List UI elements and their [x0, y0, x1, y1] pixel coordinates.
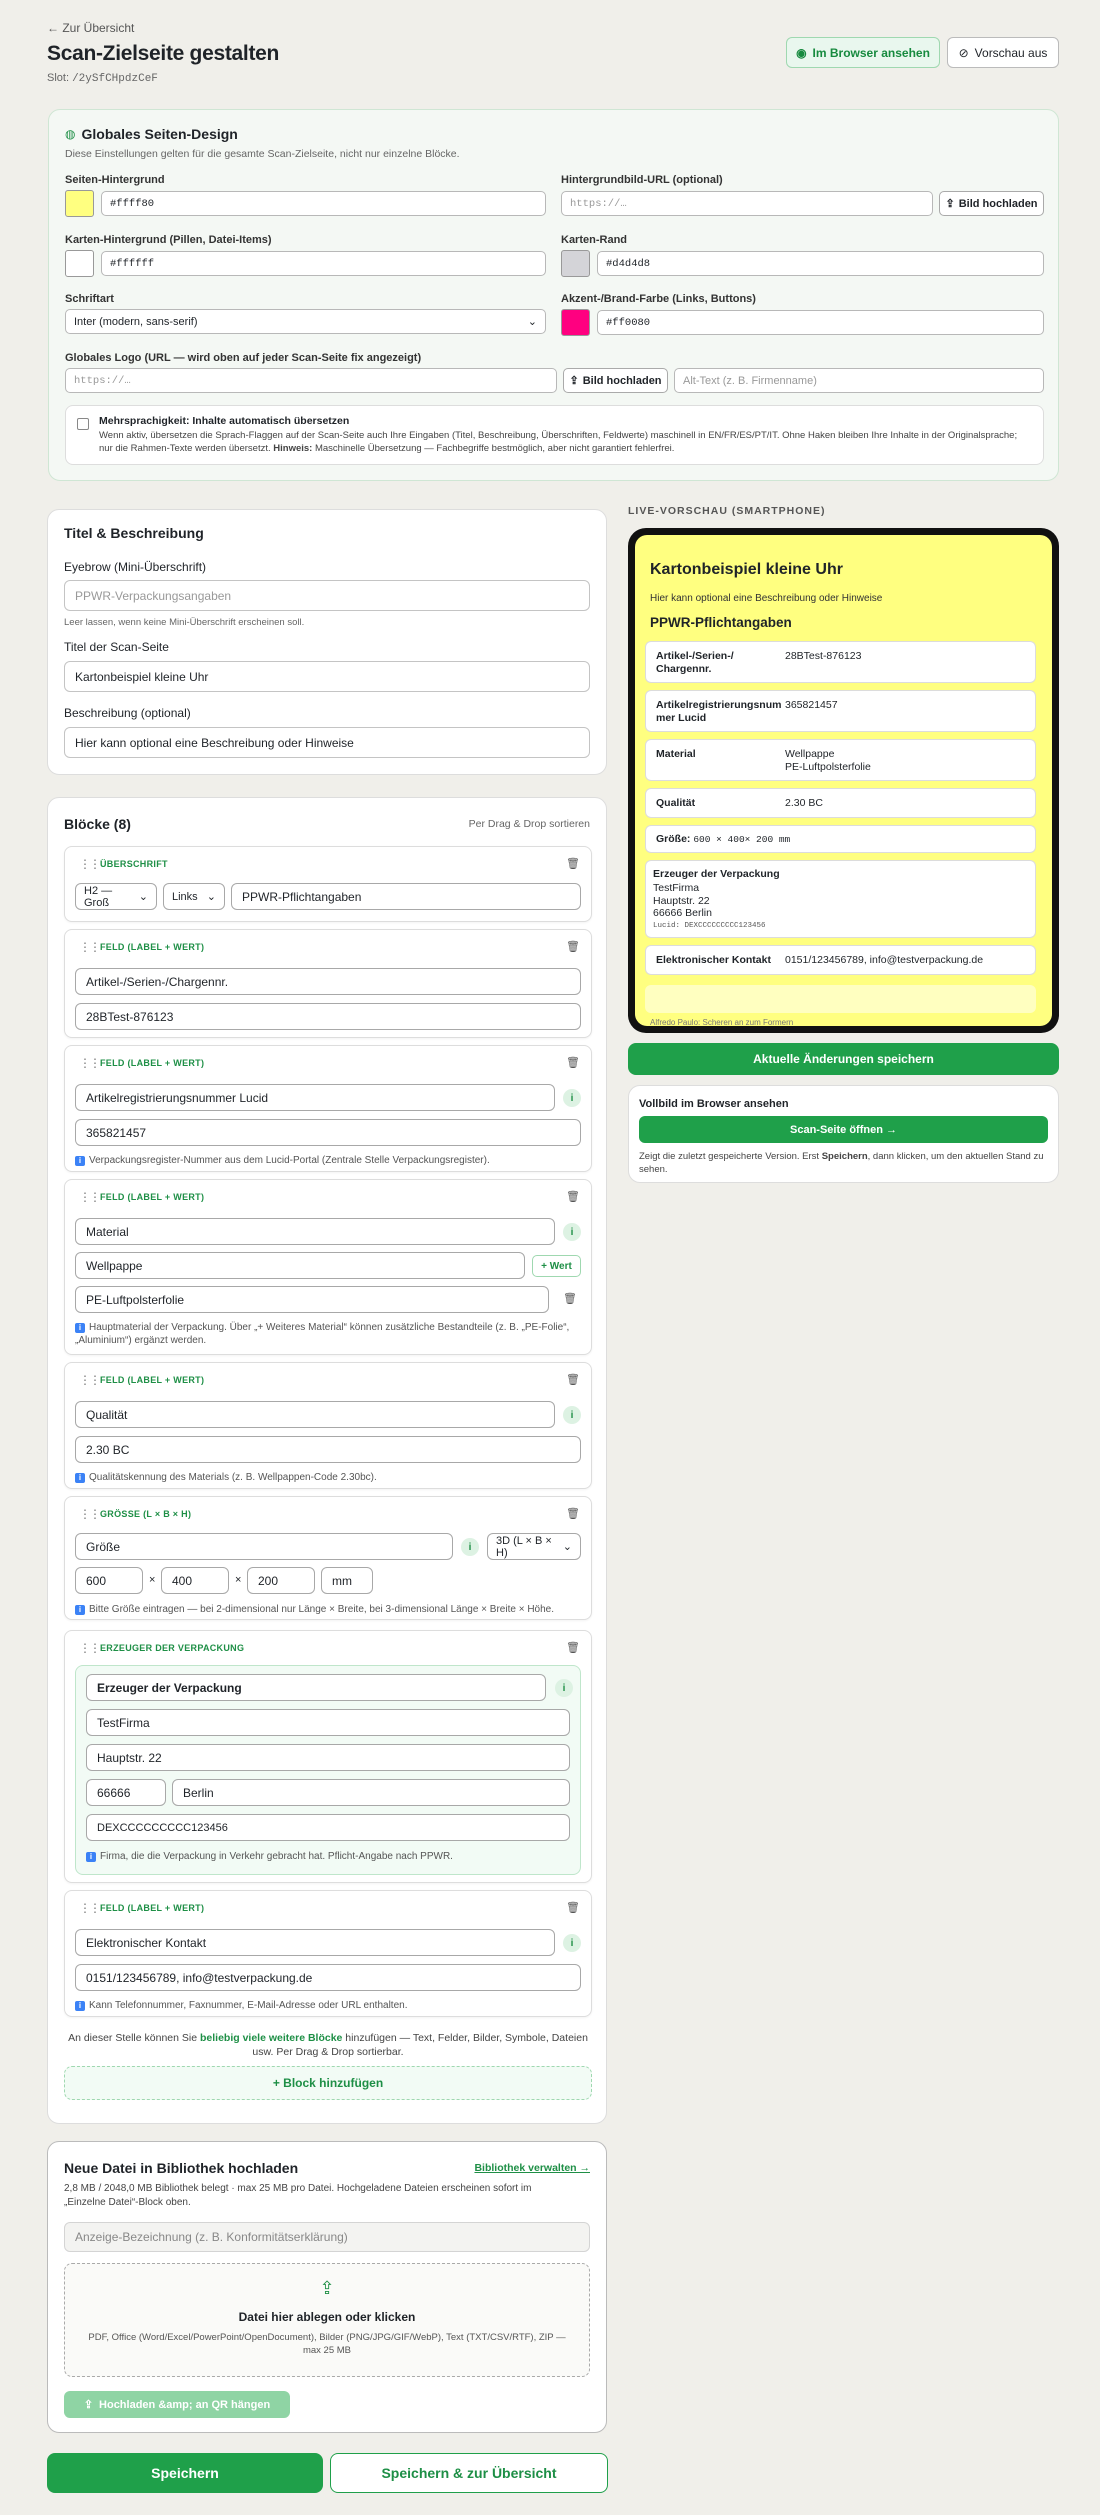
size-mode-value: 3D (L × B × H) [496, 1534, 552, 1559]
preview-row-label: Qualität [656, 797, 696, 809]
multilang-desc-a: nur die Rahmen-Texte werden übersetzt. [99, 443, 274, 454]
block-heading [64, 846, 592, 922]
upload-card [47, 2141, 607, 2433]
producer-city-input[interactable]: Berlin [172, 1779, 570, 1806]
block-type-tag: ÜBERSCHRIFT [100, 859, 168, 869]
blocks-footer-note [64, 2031, 592, 2059]
preview-row-value: 365821457 [785, 699, 838, 711]
card-bg-label: Karten-Hintergrund (Pillen, Datei-Items) [65, 234, 272, 246]
bg-image-upload-button[interactable] [939, 191, 1044, 216]
dropzone-types [65, 2331, 589, 2357]
title-description-card [47, 509, 607, 775]
multilang-title: Mehrsprachigkeit: Inhalte automatisch übersetzen [99, 415, 350, 427]
preview-producer-street: Hauptstr. 22 [653, 894, 710, 907]
footer-note-b: beliebig viele weitere Blöcke [199, 2032, 343, 2044]
chevron-down-icon: ⌄ [138, 891, 148, 903]
block-field [64, 1045, 592, 1172]
field-hint-text: Firma, die die Verpackung in Verkehr gebracht hat. Pflicht-Angabe nach PPWR. [100, 1851, 453, 1862]
preview-row1-label-b: Chargennr. [656, 663, 712, 675]
preview-producer-city: 66666 Berlin [653, 907, 712, 919]
field-label-input[interactable]: Qualität [75, 1401, 555, 1428]
multilang-checkbox[interactable] [77, 418, 89, 430]
block-type-tag: ERZEUGER DER VERPACKUNG [100, 1643, 245, 1653]
chevron-down-icon: ⌄ [527, 316, 537, 328]
heading-align-value: Links [172, 890, 198, 903]
multilang-desc-line1: Wenn aktiv, übersetzen die Sprach-Flaggen auf der Scan-Seite auch Ihre Eingaben (Titel, Beschreibung, Überschriften, Feldwerte) maschinell in EN/FR/ES/PT/IT. Ohne Haken bleiben Ihre Inhalte in der Originalsprache; [99, 430, 1018, 441]
preview-row2-label-b: mer Lucid [656, 712, 707, 724]
block-producer [64, 1630, 592, 1883]
drag-handle-icon[interactable]: ⋮⋮ [79, 857, 99, 871]
preview-row [645, 739, 1036, 781]
info-square-icon: i [75, 1156, 85, 1166]
upload-icon: ⇪ [945, 198, 955, 210]
live-preview-label: LIVE-VORSCHAU (SMARTPHONE) [628, 505, 826, 517]
preview-row [645, 690, 1036, 732]
block-type-tag: FELD (LABEL + WERT) [100, 1058, 205, 1068]
dropzone-types-2: max 25 MB [302, 2345, 352, 2356]
producer-street-input[interactable]: Hauptstr. 22 [86, 1744, 570, 1771]
block-type-tag: GRÖSSE (L × B × H) [100, 1509, 192, 1519]
card-bg-input[interactable]: #ffffff [101, 251, 546, 276]
preview-row-value: 2.30 BC [785, 797, 823, 809]
info-square-icon: i [75, 2001, 85, 2011]
producer-zip-input[interactable]: 66666 [86, 1779, 166, 1806]
field-hint-text: Kann Telefonnummer, Faxnummer, E-Mail-Adresse oder URL enthalten. [89, 2000, 408, 2011]
upload-icon: ⇪ [569, 375, 579, 387]
global-design-title: Globales Seiten-Design [81, 126, 238, 142]
global-design-header [65, 126, 238, 142]
logo-url-input[interactable]: https://… [65, 368, 557, 393]
field-hint-text: Verpackungsregister-Nummer aus dem Lucid-Portal (Zentrale Stelle Verpackungsregister). [89, 1155, 490, 1166]
field-hint [75, 1603, 554, 1616]
preview-size-value: 600 × 400× 200 mm [693, 834, 791, 845]
producer-fields [75, 1665, 581, 1875]
size-length-input[interactable]: 600 [75, 1567, 143, 1594]
accent-label: Akzent-/Brand-Farbe (Links, Buttons) [561, 293, 756, 305]
field-hint [75, 1999, 408, 2012]
size-width-input[interactable]: 400 [161, 1567, 229, 1594]
upload-attach-label: Hochladen &amp; an QR hängen [99, 2398, 271, 2411]
field-label-input[interactable]: Elektronischer Kontakt [75, 1929, 555, 1956]
phone-preview [628, 528, 1059, 1033]
manage-library-link[interactable]: Bibliothek verwalten → [474, 2162, 590, 2174]
preview-row1-label-a: Artikel-/Serien-/ [656, 650, 734, 662]
field-hint [75, 1471, 377, 1484]
preview-material-1: Wellpappe [785, 748, 835, 760]
block-field [64, 1179, 592, 1355]
field-value-input[interactable]: 0151/123456789, info@testverpackung.de [75, 1964, 581, 1991]
field-hint-line1: Hauptmaterial der Verpackung. Über „+ Weiteres Material“ können zusätzliche Bestandteile (z. B. „PE-Folie“, [89, 1322, 570, 1333]
upload-title: Neue Datei in Bibliothek hochladen [64, 2160, 299, 2176]
eyebrow-hint: Leer lassen, wenn keine Mini-Überschrift erscheinen soll. [64, 617, 305, 628]
drag-handle-icon[interactable]: ⋮⋮ [79, 1056, 99, 1070]
multiply-sign: × [235, 1574, 242, 1586]
page-title-input[interactable]: Kartonbeispiel kleine Uhr [64, 661, 590, 692]
logo-upload-button[interactable] [563, 368, 668, 393]
block-field [64, 1890, 592, 2017]
logo-label: Globales Logo (URL — wird oben auf jeder Scan-Seite fix angezeigt) [65, 352, 422, 364]
preview-row-value: 28BTest-876123 [785, 650, 862, 662]
footer-note-c: hinzufügen — Text, Felder, Bilder, Symbole, Dateien [342, 2032, 588, 2044]
field-value-input[interactable]: 28BTest-876123 [75, 1003, 581, 1030]
block-type-tag: FELD (LABEL + WERT) [100, 1192, 205, 1202]
drag-handle-icon[interactable]: ⋮⋮ [79, 1373, 99, 1387]
preview-toggle-button[interactable] [947, 37, 1059, 68]
info-square-icon: i [75, 1473, 85, 1483]
preview-row-value: 0151/123456789, info@testverpackung.de [785, 954, 984, 966]
block-type-tag: FELD (LABEL + WERT) [100, 942, 205, 952]
block-type-tag: FELD (LABEL + WERT) [100, 1903, 205, 1913]
title-card-heading: Titel & Beschreibung [64, 525, 204, 541]
dropzone-types-1: PDF, Office (Word/Excel/PowerPoint/OpenDocument), Bilder (PNG/JPG/GIF/WebP), Text (TXT/CSV/RTF), ZIP — [88, 2332, 566, 2343]
preview-row2-label-a: Artikelregistrierungsnum [656, 699, 782, 711]
multilang-hint-label: Hinweis: [273, 443, 313, 454]
field-label-input[interactable]: Artikel-/Serien-/Chargennr. [75, 968, 581, 995]
heading-align-select[interactable] [163, 883, 225, 910]
trash-icon[interactable]: 🗑 [566, 941, 580, 953]
preview-row [645, 945, 1036, 975]
info-square-icon: i [75, 1323, 85, 1333]
drag-handle-icon[interactable]: ⋮⋮ [79, 1507, 99, 1521]
trash-icon[interactable]: 🗑 [566, 1191, 580, 1203]
footer-note-d: usw. Per Drag & Drop sortierbar. [252, 2046, 404, 2058]
description-label: Beschreibung (optional) [64, 706, 191, 720]
card-bg-swatch[interactable] [65, 250, 94, 277]
add-block-button[interactable]: + Block hinzufügen [64, 2066, 592, 2100]
file-dropzone[interactable] [64, 2263, 590, 2377]
block-field [64, 929, 592, 1038]
preview-producer-lucid: Lucid: DEXCCCCCCCCC123456 [653, 922, 766, 930]
display-name-input[interactable]: Anzeige-Bezeichnung (z. B. Konformitätserklärung) [64, 2222, 590, 2252]
field-label-input[interactable]: Material [75, 1218, 555, 1245]
drag-handle-icon[interactable]: ⋮⋮ [79, 940, 99, 954]
bg-image-url-input[interactable]: https://… [561, 191, 933, 216]
size-label-input[interactable]: Größe [75, 1533, 453, 1560]
bg-image-upload-label: Bild hochladen [958, 197, 1038, 210]
chevron-down-icon: ⌄ [562, 1541, 572, 1553]
upload-info-2: „Einzelne Datei“-Block oben. [64, 2197, 191, 2208]
description-input[interactable]: Hier kann optional eine Beschreibung oder Hinweise [64, 727, 590, 758]
font-select-value: Inter (modern, sans-serif) [74, 315, 198, 328]
card-border-input[interactable]: #d4d4d8 [597, 251, 1044, 276]
drag-handle-icon[interactable]: ⋮⋮ [79, 1190, 99, 1204]
size-mode-select[interactable] [487, 1533, 581, 1560]
producer-company-input[interactable]: TestFirma [86, 1709, 570, 1736]
field-value-input[interactable]: 2.30 BC [75, 1436, 581, 1463]
preview-producer [645, 860, 1036, 938]
preview-size [656, 833, 790, 845]
preview-desc: Hier kann optional eine Beschreibung oder Hinweise [650, 593, 883, 604]
save-and-back-button[interactable]: Speichern & zur Übersicht [330, 2453, 608, 2493]
preview-next-card [645, 985, 1036, 1013]
view-in-browser-button[interactable] [786, 37, 940, 68]
logo-alt-input[interactable]: Alt-Text (z. B. Firmenname) [674, 368, 1044, 393]
trash-icon[interactable]: 🗑 [566, 858, 580, 870]
trash-icon[interactable]: 🗑 [566, 1508, 580, 1520]
multilang-desc-line2 [99, 443, 1039, 454]
fullscreen-note-b: Speichern [821, 1151, 868, 1162]
info-square-icon: i [86, 1852, 96, 1862]
upload-info-1: 2,8 MB / 2048,0 MB Bibliothek belegt · max 25 MB pro Datei. Hochgeladene Dateien erscheinen sofort im [64, 2183, 532, 2194]
upload-info [64, 2182, 531, 2210]
preview-producer-address [653, 882, 712, 920]
info-icon[interactable]: i [461, 1538, 479, 1556]
eye-off-icon: ⊘ [958, 45, 969, 60]
phone-screen [635, 535, 1052, 1026]
global-design-card [48, 109, 1059, 481]
blocks-sort-hint: Per Drag & Drop sortieren [468, 818, 590, 830]
accent-input[interactable]: #ff0080 [597, 310, 1044, 335]
info-icon[interactable]: i [563, 1406, 581, 1424]
heading-size-select[interactable] [75, 883, 157, 910]
field-hint-text: Qualitätskennung des Materials (z. B. Wellpappen-Code 2.30bc). [89, 1472, 377, 1483]
blocks-title: Blöcke (8) [64, 816, 131, 832]
block-size [64, 1496, 592, 1620]
palette-icon: ◍ [65, 127, 76, 141]
info-icon[interactable]: i [563, 1223, 581, 1241]
trash-icon[interactable]: 🗑 [563, 1293, 577, 1305]
upload-icon: ⇪ [83, 2399, 94, 2411]
save-button[interactable]: Speichern [47, 2453, 323, 2493]
producer-label-input[interactable]: Erzeuger der Verpackung [86, 1674, 546, 1701]
preview-heading: PPWR-Pflichtangaben [650, 615, 792, 630]
page-bg-input[interactable]: #ffff80 [101, 191, 546, 216]
heading-text-input[interactable]: PPWR-Pflichtangaben [231, 883, 581, 910]
preview-row [645, 788, 1036, 818]
preview-size-row [645, 825, 1036, 853]
multilang-desc-b: Maschinelle Übersetzung — Fachbegriffe bestmöglich, aber nicht garantiert fehlerfrei. [312, 443, 675, 454]
preview-row-label: Elektronischer Kontakt [656, 954, 771, 966]
drag-handle-icon[interactable]: ⋮⋮ [79, 1901, 99, 1915]
page-title: Scan-Zielseite gestalten [47, 42, 280, 65]
field-hint [75, 1321, 569, 1347]
trash-icon[interactable]: 🗑 [566, 1374, 580, 1386]
info-icon[interactable]: i [555, 1679, 573, 1697]
upload-icon: ⇪ [319, 2278, 335, 2298]
drag-handle-icon[interactable]: ⋮⋮ [79, 1641, 99, 1655]
field-hint-text: Bitte Größe eintragen — bei 2-dimensional nur Länge × Breite, bei 3-dimensional Länge × Breite × Höhe. [89, 1604, 554, 1615]
preview-producer-company: TestFirma [653, 882, 700, 894]
fullscreen-title: Vollbild im Browser ansehen [639, 1098, 789, 1110]
preview-material-2: PE-Luftpolsterfolie [785, 761, 871, 773]
page-title-label: Titel der Scan-Seite [64, 640, 169, 654]
info-icon[interactable]: i [563, 1089, 581, 1107]
preview-row-value [785, 748, 871, 774]
add-value-button[interactable]: + Wert [532, 1255, 581, 1277]
preview-row-label [656, 699, 781, 725]
eyebrow-label: Eyebrow (Mini-Überschrift) [64, 560, 207, 574]
preview-row [645, 641, 1036, 683]
dropzone-title: Datei hier ablegen oder klicken [238, 2310, 416, 2324]
info-icon[interactable]: i [563, 1934, 581, 1952]
producer-lucid-input[interactable]: DEXCCCCCCCCC123456 [86, 1814, 570, 1841]
view-in-browser-label: Im Browser ansehen [812, 45, 930, 60]
heading-size-value: H2 — Groß [84, 884, 113, 909]
preview-toggle-label: Vorschau aus [974, 45, 1048, 60]
global-design-desc: Diese Einstellungen gelten für die gesamte Scan-Zielseite, nicht nur einzelne Blöcke. [65, 148, 460, 160]
trash-icon[interactable]: 🗑 [566, 1057, 580, 1069]
field-hint [75, 1154, 490, 1167]
eyebrow-input[interactable]: PPWR-Verpackungsangaben [64, 580, 590, 611]
block-type-tag: FELD (LABEL + WERT) [100, 1375, 205, 1385]
field-value-input[interactable]: 365821457 [75, 1119, 581, 1146]
size-unit-input[interactable]: mm [321, 1567, 373, 1594]
fullscreen-note-d: sehen. [639, 1164, 668, 1175]
logo-upload-label: Bild hochladen [582, 374, 662, 387]
block-field [64, 1362, 592, 1489]
info-square-icon: i [75, 1605, 85, 1615]
slot-info [47, 72, 158, 85]
field-hint [86, 1850, 453, 1863]
accent-swatch[interactable] [561, 309, 590, 336]
slot-code: /2ySfCHpdzCeF [72, 73, 158, 85]
font-label: Schriftart [65, 293, 114, 305]
fullscreen-note [639, 1150, 1049, 1176]
trash-icon[interactable]: 🗑 [566, 1902, 580, 1914]
field-label-input[interactable]: Artikelregistrierungsnummer Lucid [75, 1084, 555, 1111]
slot-label: Slot: [47, 72, 70, 84]
footer-note-a: An dieser Stelle können Sie [68, 2032, 200, 2044]
upload-attach-button[interactable] [64, 2391, 290, 2418]
multilang-box [65, 405, 1044, 465]
preview-size-label: Größe: [656, 833, 691, 845]
bg-image-label: Hintergrundbild-URL (optional) [561, 174, 723, 186]
size-height-input[interactable]: 200 [247, 1567, 315, 1594]
open-scan-page-button[interactable]: Scan-Seite öffnen → [639, 1116, 1048, 1143]
preview-row-label: Material [656, 748, 696, 760]
page-bg-swatch[interactable] [65, 190, 94, 217]
fullscreen-card [628, 1085, 1059, 1183]
field-value-input[interactable]: Wellpappe [75, 1252, 525, 1279]
multiply-sign: × [149, 1574, 156, 1586]
field-extra-value-input[interactable]: PE-Luftpolsterfolie [75, 1286, 549, 1313]
card-border-swatch[interactable] [561, 250, 590, 277]
card-border-label: Karten-Rand [561, 234, 628, 246]
fullscreen-note-c: , dann klicken, um den aktuellen Stand zu [867, 1151, 1044, 1162]
font-select[interactable] [65, 309, 546, 334]
save-changes-button[interactable]: Aktuelle Änderungen speichern [628, 1043, 1059, 1075]
back-link[interactable]: ← Zur Übersicht [47, 21, 135, 35]
field-hint-line2: „Aluminium“) ergänzt werden. [75, 1335, 207, 1346]
preview-row-label [656, 650, 734, 676]
preview-cut-text: Alfredo Paulo: Scheren an zum Formern [650, 1018, 794, 1026]
chevron-down-icon: ⌄ [206, 891, 216, 903]
preview-title: Kartonbeispiel kleine Uhr [650, 561, 843, 578]
eye-icon: ◉ [796, 45, 807, 60]
blocks-card [47, 797, 607, 2124]
preview-producer-title: Erzeuger der Verpackung [653, 868, 780, 880]
fullscreen-note-a: Zeigt die zuletzt gespeicherte Version. Erst [639, 1151, 822, 1162]
trash-icon[interactable]: 🗑 [566, 1642, 580, 1654]
page-bg-label: Seiten-Hintergrund [65, 174, 165, 186]
